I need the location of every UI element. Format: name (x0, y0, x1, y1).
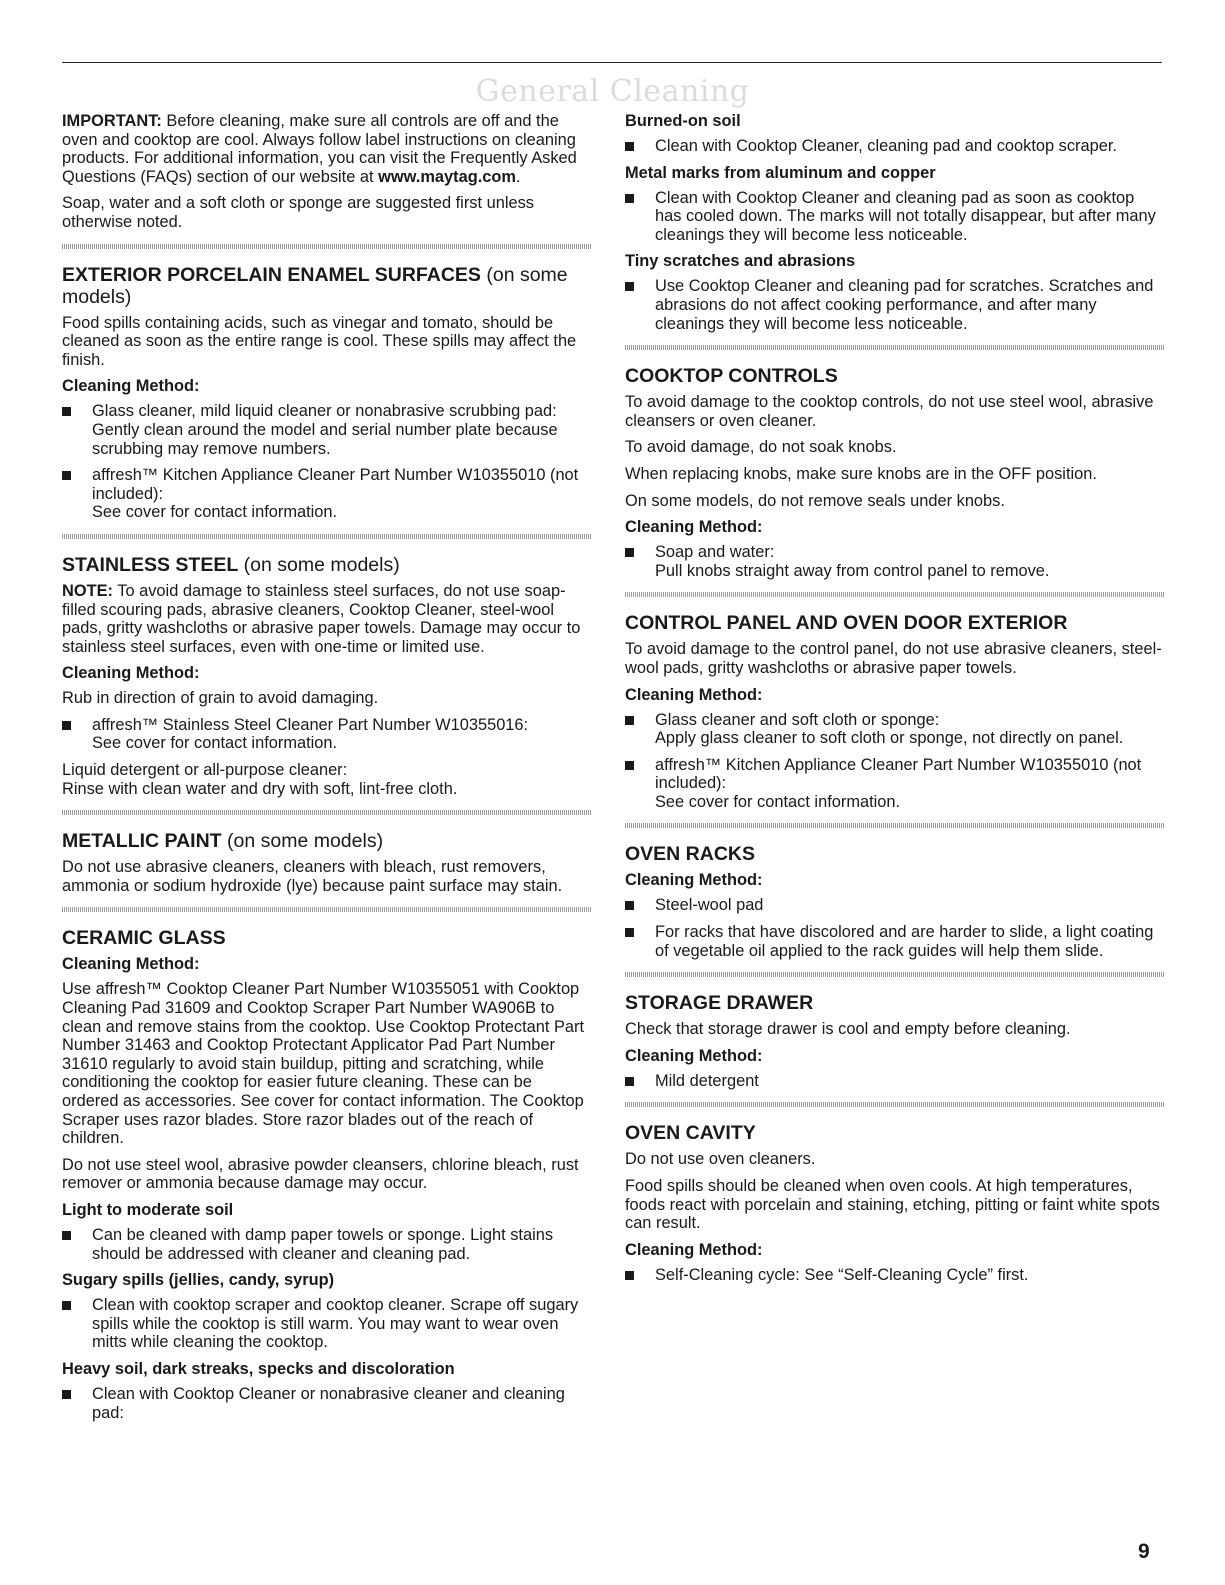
bullet-text: Clean with cooktop scraper and cooktop cleaner. Scrape off sugary spills while the cooktop is still warm. You may want to wear oven mitts while cleaning the cooktop. (92, 1296, 579, 1352)
cleaning-method-label: Cleaning Method: (62, 377, 200, 396)
bullet-text: affresh™ Kitchen Appliance Cleaner Part Number W10355010 (not included): (655, 755, 1142, 793)
list-item (625, 137, 1165, 156)
heading-text: COOKTOP CONTROLS (625, 365, 838, 388)
storage-bullets (625, 1072, 1165, 1091)
list-item (62, 466, 592, 522)
section-heading-oven-cavity (625, 1122, 1165, 1144)
section-divider (625, 972, 1165, 977)
list-item (625, 277, 1165, 333)
cleaning-method-label: Cleaning Method: (625, 871, 763, 890)
bullet-text: See cover for contact information. (92, 503, 338, 522)
list-item (625, 756, 1165, 812)
bullet-icon (625, 142, 634, 151)
section-heading-storage-drawer (625, 992, 1165, 1014)
control-panel-text: To avoid damage to the control panel, do not use abrasive cleaners, steel-wool pads, gritty washcloths or abrasive paper towels. (625, 640, 1162, 677)
cleaning-method-label: Cleaning Method: (625, 1046, 763, 1065)
bullet-icon (625, 1271, 634, 1280)
bullet-icon (62, 407, 71, 416)
bullet-text: Apply glass cleaner to soft cloth or sponge, not directly on panel. (655, 729, 1124, 748)
bullet-icon (625, 901, 634, 910)
cleaning-method-label: Cleaning Method: (625, 1240, 763, 1259)
list-item (625, 896, 1165, 915)
bullet-text: Soap and water: (655, 543, 775, 562)
storage-text: Check that storage drawer is cool and empty before cleaning. (625, 1020, 1071, 1039)
bullet-text: Clean with Cooktop Cleaner and cleaning pad as soon as cooktop has cooled down. The marks will not totally disappear, but after many cleanings they will become less noticeable. (655, 188, 1156, 244)
section-heading-cooktop-controls (625, 365, 1165, 387)
cleaning-method-label: Cleaning Method: (62, 955, 200, 974)
stainless-bullets (62, 716, 592, 753)
bullet-icon (625, 716, 634, 725)
bullet-icon (62, 1231, 71, 1240)
left-column (62, 112, 592, 1430)
ceramic-text-2: Do not use steel wool, abrasive powder cleansers, chlorine bleach, rust remover or ammonia because damage may occur. (62, 1155, 579, 1193)
metal-marks-label: Metal marks from aluminum and copper (625, 163, 936, 182)
sugary-spills-bullets (62, 1296, 592, 1352)
bullet-text: affresh™ Kitchen Appliance Cleaner Part Number W10355010 (not included): (92, 466, 579, 503)
cooktop-controls-p3: When replacing knobs, make sure knobs are in the OFF position. (625, 464, 1097, 483)
section-heading-porcelain (62, 264, 592, 308)
cleaning-method-label: Cleaning Method: (625, 518, 763, 537)
heavy-soil-label: Heavy soil, dark streaks, specks and discoloration (62, 1359, 455, 1378)
section-heading-stainless (62, 554, 592, 576)
bullet-icon (62, 1390, 71, 1399)
heading-suffix: (on some models) (62, 263, 568, 308)
section-heading-metallic (62, 830, 592, 852)
oven-cavity-bullets (625, 1266, 1165, 1285)
bullet-icon (625, 1077, 634, 1086)
section-divider (62, 534, 592, 539)
page-number: 9 (1138, 1540, 1150, 1563)
bullet-text: Glass cleaner and soft cloth or sponge: (655, 710, 940, 729)
bullet-text: Can be cleaned with damp paper towels or sponge. Light stains should be addressed with cleaner and cleaning pad. (92, 1225, 554, 1263)
important-text: Before cleaning, make sure all controls are off and the oven and cooktop are cool. Always follow label instructions on cleaning products. For additional information, you can visit the Frequently Asked Questions (FAQs) section of our website at (62, 112, 577, 186)
control-panel-bullets (625, 711, 1165, 812)
bullet-icon (625, 282, 634, 291)
bullet-icon (625, 928, 634, 937)
tiny-scratches-label: Tiny scratches and abrasions (625, 252, 856, 271)
bullet-text: Use Cooktop Cleaner and cleaning pad for scratches. Scratches and abrasions do not affect cooking performance, and after many cleanings they will become less noticeable. (655, 277, 1154, 333)
bullet-text: Gently clean around the model and serial number plate because scrubbing may remove numbers. (92, 420, 558, 458)
heavy-soil-bullets (62, 1385, 592, 1422)
bullet-text: Self-Cleaning cycle: See “Self-Cleaning Cycle” first. (655, 1265, 1029, 1284)
metallic-text: Do not use abrasive cleaners, cleaners with bleach, rust removers, ammonia or sodium hydroxide (lye) because paint surface may stain. (62, 858, 563, 895)
bullet-icon (625, 548, 634, 557)
burned-bullets (625, 137, 1165, 156)
bullet-icon (625, 761, 634, 770)
rub-text: Rub in direction of grain to avoid damaging. (62, 689, 379, 708)
section-heading-ceramic (62, 927, 592, 949)
heading-suffix: (on some models) (221, 830, 384, 853)
heading-suffix: (on some models) (238, 553, 400, 576)
bullet-text: affresh™ Stainless Steel Cleaner Part Number W10355016: (92, 715, 529, 734)
list-item (62, 716, 592, 753)
section-divider (625, 592, 1165, 597)
cooktop-controls-bullets (625, 543, 1165, 580)
list-item (625, 711, 1165, 748)
liquid-line: Liquid detergent or all-purpose cleaner: (62, 761, 348, 780)
cooktop-controls-p1: To avoid damage to the cooktop controls, do not use steel wool, abrasive cleansers or oven cleaner. (625, 393, 1154, 430)
list-item (62, 402, 592, 458)
cooktop-controls-p2: To avoid damage, do not soak knobs. (625, 438, 897, 457)
tiny-bullets (625, 277, 1165, 333)
heading-text: METALLIC PAINT (62, 830, 222, 853)
important-label: IMPORTANT: (62, 112, 162, 130)
porcelain-text: Food spills containing acids, such as vinegar and tomato, should be cleaned as soon as the entire range is cool. These spills may affect the finish. (62, 313, 577, 369)
bullet-text: Pull knobs straight away from control panel to remove. (655, 561, 1050, 580)
section-heading-oven-racks (625, 843, 1165, 865)
section-divider (62, 810, 592, 815)
list-item (625, 543, 1165, 580)
section-divider (62, 907, 592, 912)
section-heading-control-panel (625, 612, 1165, 634)
period: . (515, 167, 521, 186)
list-item (62, 1226, 592, 1263)
cleaning-method-label: Cleaning Method: (625, 685, 763, 704)
oven-cavity-p2: Food spills should be cleaned when oven cools. At high temperatures, foods react with porcelain and staining, etching, pitting or faint white spots can result. (625, 1177, 1160, 1233)
section-divider (625, 345, 1165, 350)
metal-bullets (625, 189, 1165, 245)
bullet-text: See cover for contact information. (92, 734, 338, 753)
burned-on-soil-label: Burned-on soil (625, 112, 741, 130)
cleaning-method-label: Cleaning Method: (62, 664, 200, 683)
heading-text: OVEN CAVITY (625, 1122, 756, 1145)
liquid-line: Rinse with clean water and dry with soft, lint-free cloth. (62, 779, 458, 798)
section-divider (62, 244, 592, 249)
bullet-text: Clean with Cooktop Cleaner or nonabrasive cleaner and cleaning pad: (92, 1384, 565, 1422)
section-divider (625, 823, 1165, 828)
heading-text: STAINLESS STEEL (62, 553, 239, 576)
bullet-icon (62, 721, 71, 730)
bullet-icon (62, 1301, 71, 1310)
bullet-text: Glass cleaner, mild liquid cleaner or nonabrasive scrubbing pad: (92, 402, 557, 421)
liquid-detergent-text (62, 761, 592, 798)
list-item (62, 1296, 592, 1352)
list-item (625, 1072, 1165, 1091)
right-column (625, 112, 1165, 1292)
oven-racks-bullets (625, 896, 1165, 960)
note-label: NOTE: (62, 581, 113, 600)
important-paragraph (62, 112, 592, 186)
cooktop-controls-p4: On some models, do not remove seals under knobs. (625, 491, 1005, 510)
heading-text: CERAMIC GLASS (62, 927, 226, 950)
bullet-text: See cover for contact information. (655, 792, 901, 811)
ceramic-text-1: Use affresh™ Cooktop Cleaner Part Number W10355051 with Cooktop Cleaning Pad 31609 and Cooktop Scraper Part Number WA906B to clean and remove stains from the cooktop. Use Cooktop Protectant Part Number 31463 and Cooktop Protectant Applicator Pad Part Number 31610 regularly to avoid stain buildup, pitting and scratching, while conditioning the cooktop for easier future cleaning. These can be ordered as accessories. See cover for contact information. The Cooktop Scraper uses razor blades. Store razor blades out of the reach of children. (62, 980, 585, 1148)
bullet-text: Steel-wool pad (655, 896, 764, 915)
soap-paragraph: Soap, water and a soft cloth or sponge are suggested first unless otherwise noted. (62, 194, 534, 231)
bullet-text: Clean with Cooktop Cleaner, cleaning pad and cooktop scraper. (655, 137, 1117, 155)
light-soil-label: Light to moderate soil (62, 1200, 234, 1219)
top-rule (62, 62, 1162, 63)
bullet-icon (62, 471, 71, 480)
stainless-note (62, 582, 592, 656)
heading-text: STORAGE DRAWER (625, 992, 814, 1015)
bullet-text: For racks that have discolored and are harder to slide, a light coating of vegetable oil applied to the rack guides will help them slide. (655, 923, 1154, 960)
list-item (625, 189, 1165, 245)
list-item (62, 1385, 592, 1422)
page-title: General Cleaning (475, 74, 750, 109)
sugary-spills-label: Sugary spills (jellies, candy, syrup) (62, 1271, 335, 1290)
website-link[interactable]: www.maytag.com (378, 167, 516, 186)
light-soil-bullets (62, 1226, 592, 1263)
bullet-text: Mild detergent (655, 1071, 759, 1090)
heading-text: OVEN RACKS (625, 843, 756, 866)
heading-text: CONTROL PANEL AND OVEN DOOR EXTERIOR (625, 612, 1068, 635)
list-item (625, 923, 1165, 960)
heading-text: EXTERIOR PORCELAIN ENAMEL SURFACES (62, 263, 481, 286)
oven-cavity-p1: Do not use oven cleaners. (625, 1150, 816, 1169)
bullet-icon (625, 194, 634, 203)
porcelain-bullets (62, 402, 592, 522)
list-item (625, 1266, 1165, 1285)
note-text: To avoid damage to stainless steel surfaces, do not use soap-filled scouring pads, abrasive cleaners, Cooktop Cleaner, steel-wool pads, gritty washcloths or abrasive paper towels. Damage may occur to stainless steel surfaces, even with one-time or limited use. (62, 581, 581, 656)
section-divider (625, 1102, 1165, 1107)
